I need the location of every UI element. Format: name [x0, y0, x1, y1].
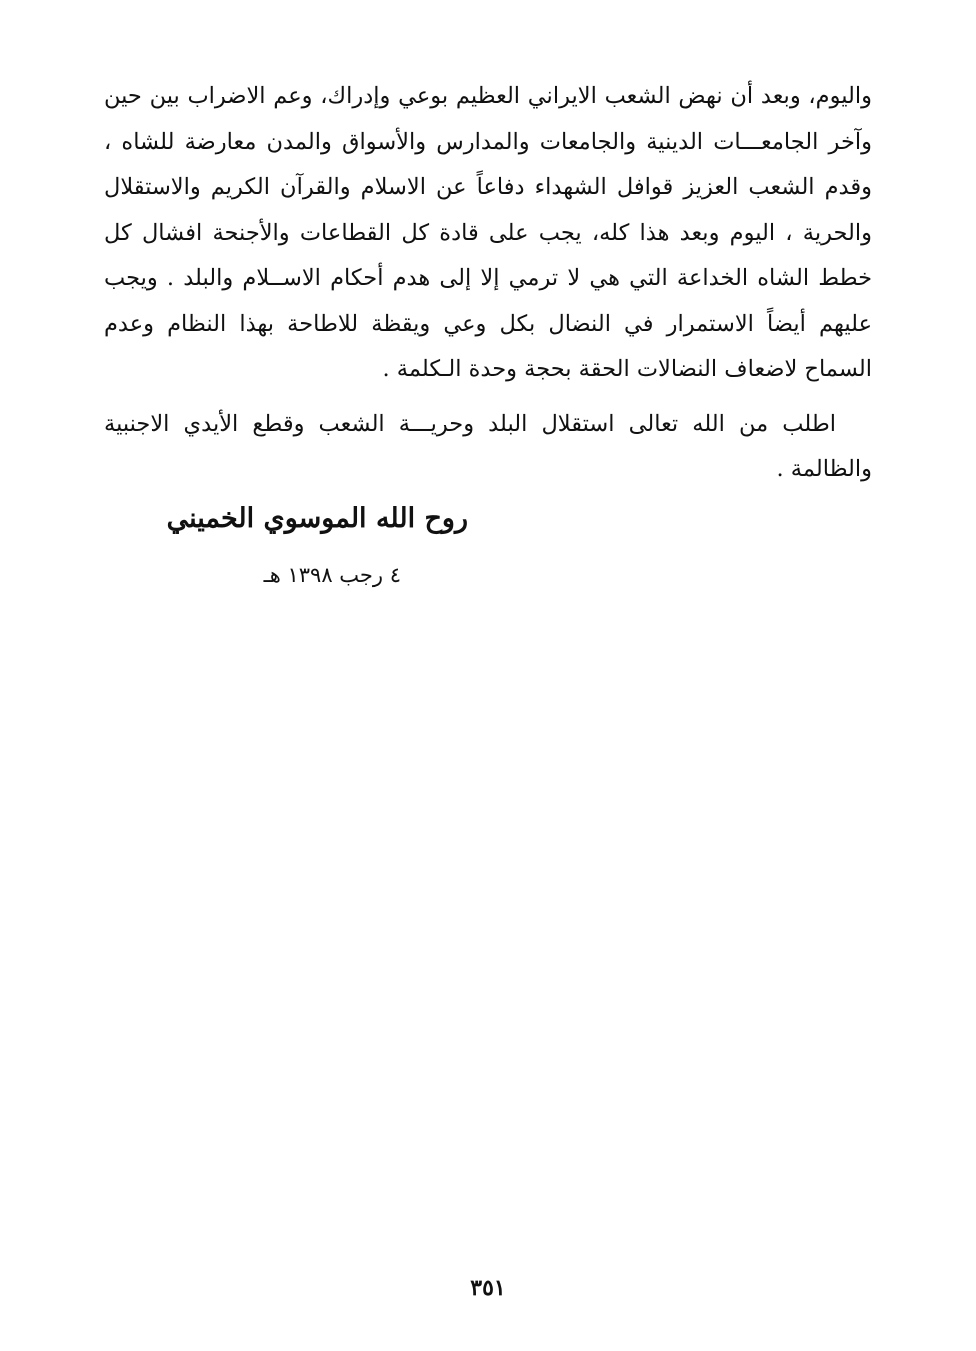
signature: روح الله الموسوي الخميني: [166, 503, 468, 534]
date: ٤ رجب ١٣٩٨ هـ: [263, 563, 401, 587]
paragraph-1: واليوم، وبعد أن نهض الشعب الايراني العظيم بوعي وإدراك، وعم الاضراب بين حين وآخر الجامعـــات الدينية والجامعات والمدارس والأسواق والمدن معارضة للشاه ، وقدم الشعب العزيز قوافل الشهداء دفاعاً عن الاسلام والقرآن الكريم والاستقلال والحرية ، اليوم وبعد هذا كله، يجب على قادة كل القطاعات والأجنحة افشال كل خطط الشاه الخداعة التي هي لا ترمي إلا إلى هدم أحكام الاســلام والبلد . ويجب عليهم أيضاً الاستمرار في النضال بكل وعي ويقظة للاطاحة بهذا النظام وعدم السماح لاضعاف النضالات الحقة بحجة وحدة الـكلمة .: [104, 83, 872, 382]
page-number: ٣٥١: [470, 1275, 506, 1301]
paragraph-2: اطلب من الله تعالى استقلال البلد وحريـــة الشعب وقطع الأيدي الاجنبية والظالمة .: [104, 410, 872, 482]
body-text: [104, 74, 872, 493]
